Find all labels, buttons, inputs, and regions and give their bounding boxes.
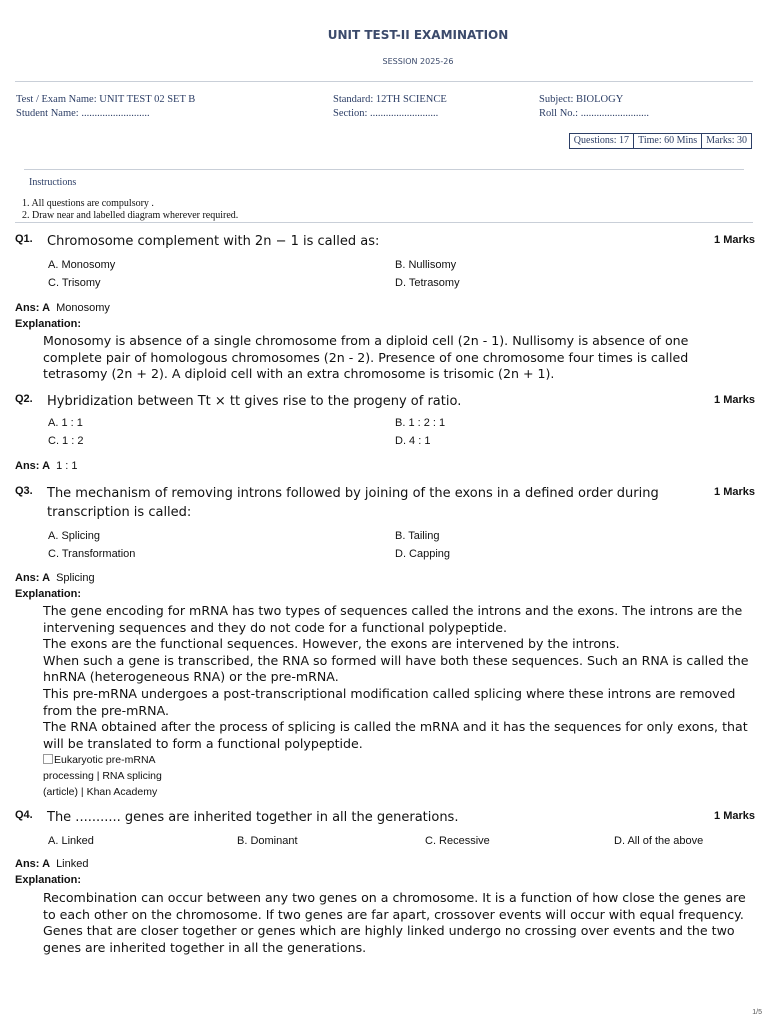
subject: Subject: BIOLOGY (539, 94, 624, 105)
question-marks: 1 Marks (714, 810, 755, 822)
answer-4 (15, 858, 88, 870)
option-c: C. Trisomy (48, 277, 101, 289)
question-text: The ........... genes are inherited together in all the generations. (47, 810, 459, 825)
option-b: B. Nullisomy (395, 259, 457, 271)
answer-1 (15, 302, 110, 314)
class-info (333, 93, 447, 121)
question-number: Q1. (15, 233, 33, 245)
broken-image-icon (43, 754, 53, 764)
answer-label: Ans: A (15, 460, 51, 472)
option-a: A. 1 : 1 (48, 417, 83, 429)
answer-3 (15, 572, 95, 584)
divider (15, 81, 753, 82)
option-b: B. Dominant (237, 835, 298, 847)
explanation-text: Recombination can occur between any two genes on a chromosome. It is a function of how close the genes are to each other on the chromosome. If two genes are far apart, crossover events will occur with equal frequency. Genes that are closer together or genes which are highly linked undergo no crossing over events and the two genes are inherited together in all the generations. (43, 890, 746, 955)
section: Section: .......................... (333, 108, 439, 119)
question-count: Questions: 17 (570, 134, 634, 148)
answer-text: 1 : 1 (56, 460, 78, 472)
time-limit: Time: 60 Mins (634, 134, 702, 148)
option-c: C. 1 : 2 (48, 435, 84, 447)
explanation-paragraph: When such a gene is transcribed, the RNA so formed will have both these sequences. Such an RNA is called the hnRNA (heterogeneous RNA) or the pre-mRNA. (43, 652, 749, 685)
option-d: D. Tetrasomy (395, 277, 460, 289)
page-number: 1/5 (752, 1009, 762, 1016)
answer-text: Splicing (56, 572, 95, 584)
answer-label: Ans: A (15, 302, 51, 314)
explanation-label: Explanation: (15, 318, 82, 330)
question-text: The mechanism of removing introns followed by joining of the exons in a defined order during transcription is called: (47, 486, 659, 520)
explanation-label: Explanation: (15, 588, 82, 600)
question-marks: 1 Marks (714, 394, 755, 406)
instruction-item: 2. Draw near and labelled diagram wherever required. (22, 210, 239, 221)
option-b: B. 1 : 2 : 1 (395, 417, 446, 429)
explanation-label: Explanation: (15, 874, 82, 886)
divider (15, 222, 753, 223)
subject-info (539, 93, 649, 121)
test-name: Test / Exam Name: UNIT TEST 02 SET B (16, 94, 196, 105)
exam-stats (569, 133, 752, 149)
total-marks: Marks: 30 (706, 135, 747, 146)
explanation-paragraph: The exons are the functional sequences. However, the exons are intervened by the introns. (43, 636, 620, 652)
option-c: C. Transformation (48, 548, 136, 560)
explanation-paragraph: The RNA obtained after the process of splicing is called the mRNA and it has the sequences for only exons, that will be translated to form a functional polypeptide. (43, 719, 748, 751)
question-number: Q3. (15, 485, 33, 497)
divider (24, 169, 744, 170)
answer-text: Linked (56, 858, 89, 870)
question-text: Hybridization between Tt × tt gives rise to the progeny of ratio. (47, 394, 462, 409)
option-d: D. Capping (395, 548, 451, 560)
answer-label: Ans: A (15, 858, 51, 870)
option-a: A. Monosomy (48, 259, 116, 271)
question-marks: 1 Marks (714, 486, 755, 498)
session-label: SESSION 2025-26 (382, 57, 454, 66)
student-info (16, 93, 195, 121)
explanation-text: Monosomy is absence of a single chromosome from a diploid cell (2n - 1). Nullisomy is absence of one complete pair of homologous chromosomes (2n - 2). Presence of one chromosome four times is called tetrasomy (2n + 2). A diploid cell with an extra chromosome is trisomic (2n + 1). (43, 333, 689, 382)
roll-no: Roll No.: .......................... (539, 108, 649, 119)
instructions-heading: Instructions (29, 177, 77, 188)
standard: Standard: 12TH SCIENCE (333, 94, 447, 105)
option-d: D. All of the above (614, 835, 704, 847)
option-a: A. Splicing (48, 530, 100, 542)
broken-image (43, 752, 183, 800)
image-alt-text: Eukaryotic pre-mRNA processing | RNA splicing (article) | Khan Academy (43, 754, 162, 798)
answer-2 (15, 460, 77, 472)
option-d: D. 4 : 1 (395, 435, 431, 447)
question-text: Chromosome complement with 2n − 1 is called as: (47, 234, 380, 249)
option-b: B. Tailing (395, 530, 440, 542)
explanation-text (43, 603, 751, 752)
option-c: C. Recessive (425, 835, 490, 847)
answer-label: Ans: A (15, 572, 51, 584)
question-marks: 1 Marks (714, 234, 755, 246)
answer-text: Monosomy (56, 302, 110, 314)
question-number: Q4. (15, 809, 33, 821)
exam-title: UNIT TEST-II EXAMINATION (327, 28, 509, 42)
student-name: Student Name: .......................... (16, 108, 150, 119)
question-number: Q2. (15, 393, 33, 405)
explanation-paragraph: This pre-mRNA undergoes a post-transcriptional modification called splicing where these introns are removed from the pre-mRNA. (43, 685, 736, 718)
instruction-item: 1. All questions are compulsory . (22, 198, 154, 209)
option-a: A. Linked (48, 835, 94, 847)
explanation-paragraph: The gene encoding for mRNA has two types of sequences called the introns and the exons. The introns are the intervening sequences and they do not code for a functional polypeptide. (43, 603, 743, 635)
